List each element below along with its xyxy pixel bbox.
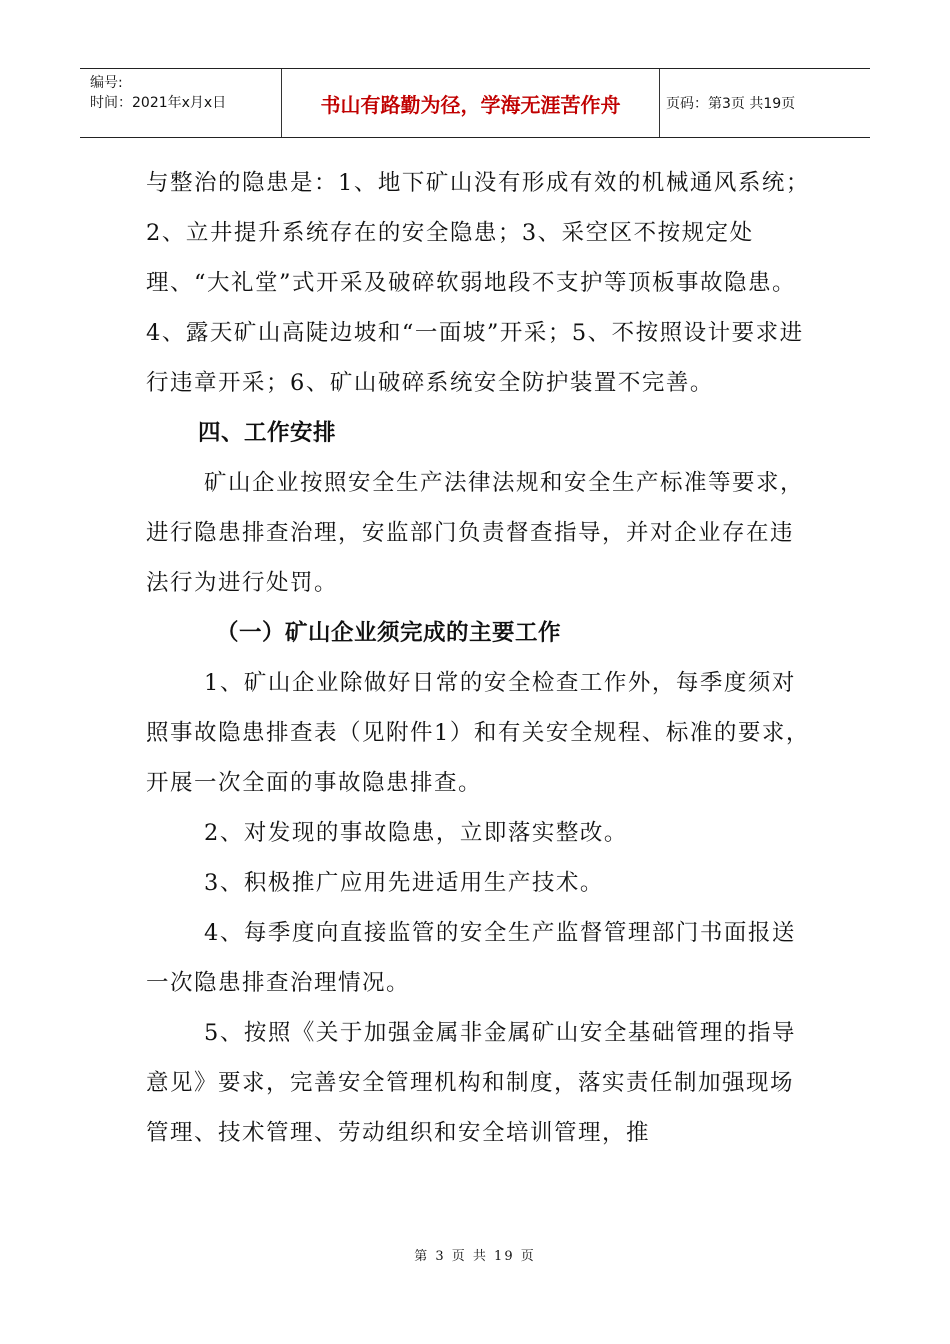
header-date: 时间：2021年x月x日 <box>90 95 227 111</box>
list-item-2: 2、对发现的事故隐患，立即落实整改。 <box>204 820 628 846</box>
section-title-work-arrangement: 四、工作安排 <box>198 420 337 446</box>
subsection-title-main-work: （一）矿山企业须完成的主要工作 <box>216 620 562 646</box>
document-body <box>146 158 810 1158</box>
header-motto: 书山有路勤为径，学海无涯苦作舟 <box>282 69 660 137</box>
header-meta <box>80 69 282 137</box>
paragraph-hazards: 与整治的隐患是：1、地下矿山没有形成有效的机械通风系统；2、立井提升系统存在的安全隐患；3、采空区不按规定处理、“大礼堂”式开采及破碎软弱地段不支护等顶板事故隐患。4、露天矿山高陡边坡和“一面坡”开采；5、不按照设计要求进行违章开采；6、矿山破碎系统安全防护装置不完善。 <box>146 170 810 396</box>
list-item-3: 3、积极推广应用先进适用生产技术。 <box>204 870 604 896</box>
list-item-4: 4、每季度向直接监管的安全生产监督管理部门书面报送一次隐患排查治理情况。 <box>146 920 796 996</box>
document-header <box>80 68 870 138</box>
list-item-5: 5、按照《关于加强金属非金属矿山安全基础管理的指导意见》要求，完善安全管理机构和制度，落实责任制加强现场管理、技术管理、劳动组织和安全培训管理，推 <box>146 1020 796 1146</box>
page-footer: 第 3 页 共 19 页 <box>414 1249 536 1264</box>
header-number-label: 编号: <box>90 75 123 91</box>
paragraph-work-arrangement: 矿山企业按照安全生产法律法规和安全生产标准等要求，进行隐患排查治理，安监部门负责督查指导，并对企业存在违法行为进行处罚。 <box>146 470 805 596</box>
header-page-info: 页码：第3页 共19页 <box>666 96 796 112</box>
list-item-1: 1、矿山企业除做好日常的安全检查工作外，每季度须对照事故隐患排查表（见附件1）和有关安全规程、标准的要求，开展一次全面的事故隐患排查。 <box>146 670 810 796</box>
